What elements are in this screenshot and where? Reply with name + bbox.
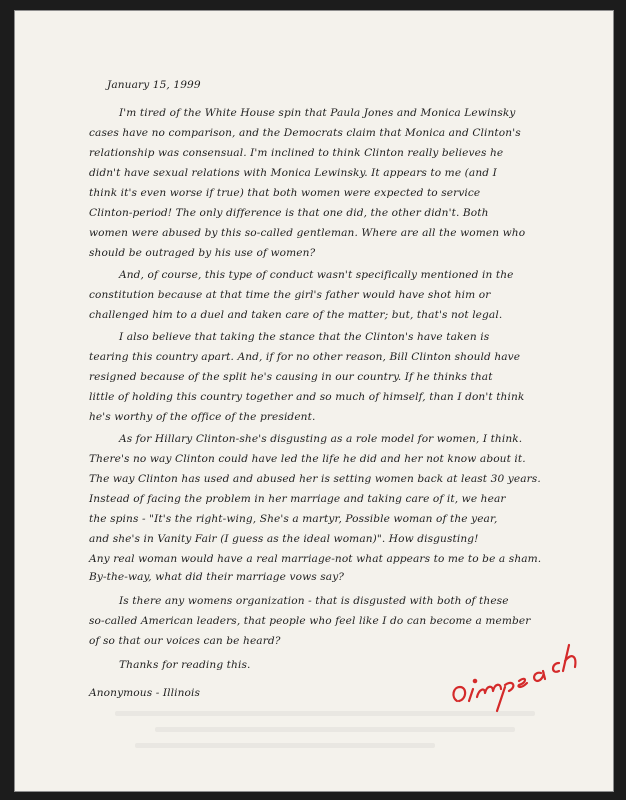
paragraph-line: The way Clinton has used and abused her is setting women back at least 30 years. [89,473,541,485]
paragraph-line: women were abused by this so-called gentleman. Where are all the women who [89,227,526,239]
paragraph-line: Any real woman would have a real marriage-not what appears to me to be a sham. [89,553,542,565]
bleed-through-mark [155,727,515,732]
paragraph-line: of so that our voices can be heard? [89,635,281,647]
paragraph-line: Clinton-period! The only difference is that one did, the other didn't. Both [89,207,489,219]
paragraph-line: I'm tired of the White House spin that Paula Jones and Monica Lewinsky [119,107,516,119]
paragraph-line: challenged him to a duel and taken care of the matter; but, that's not legal. [89,309,503,321]
letter-page [14,10,614,792]
paragraph-line: think it's even worse if true) that both women were expected to service [89,187,481,199]
bleed-through-mark [135,743,435,748]
paragraph-line: cases have no comparison, and the Democrats claim that Monica and Clinton's [89,127,521,139]
paragraph-line: As for Hillary Clinton-she's disgusting as a role model for women, I think. [119,433,523,445]
paragraph-line: Instead of facing the problem in her marriage and taking care of it, we hear [89,493,506,505]
paragraph-line: And, of course, this type of conduct wasn't specifically mentioned in the [119,269,514,281]
paragraph-line: I also believe that taking the stance that the Clinton's have taken is [119,331,490,343]
paragraph-line: and she's in Vanity Fair (I guess as the ideal woman)". How disgusting! [89,533,479,545]
paragraph-line: Is there any womens organization - that is disgusted with both of these [119,595,509,607]
paragraph-line: By-the-way, what did their marriage vows say? [89,571,345,583]
paragraph-line: tearing this country apart. And, if for no other reason, Bill Clinton should have [89,351,521,363]
paragraph-line: didn't have sexual relations with Monica Lewinsky. It appears to me (and I [89,167,497,179]
paragraph-line: resigned because of the split he's causing in our country. If he thinks that [89,371,493,383]
letter-date: January 15, 1999 [107,79,201,91]
signature: Anonymous - Illinois [89,687,201,699]
paragraph-line: relationship was consensual. I'm inclined to think Clinton really believes he [89,147,504,159]
paragraph-line: the spins - "It's the right-wing, She's a martyr, Possible woman of the year, [89,513,498,525]
paragraph-line: There's no way Clinton could have led the life he did and her not know about it. [89,453,526,465]
closing-line: Thanks for reading this. [119,659,251,671]
paragraph-line: he's worthy of the office of the president. [89,411,316,423]
paragraph-line: little of holding this country together and so much of himself, than I don't think [89,391,525,403]
paragraph-line: should be outraged by his use of women? [89,247,316,259]
handwritten-annotation [447,623,607,713]
paragraph-line: so-called American leaders, that people who feel like I do can become a member [89,615,531,627]
paragraph-line: constitution because at that time the girl's father would have shot him or [89,289,491,301]
